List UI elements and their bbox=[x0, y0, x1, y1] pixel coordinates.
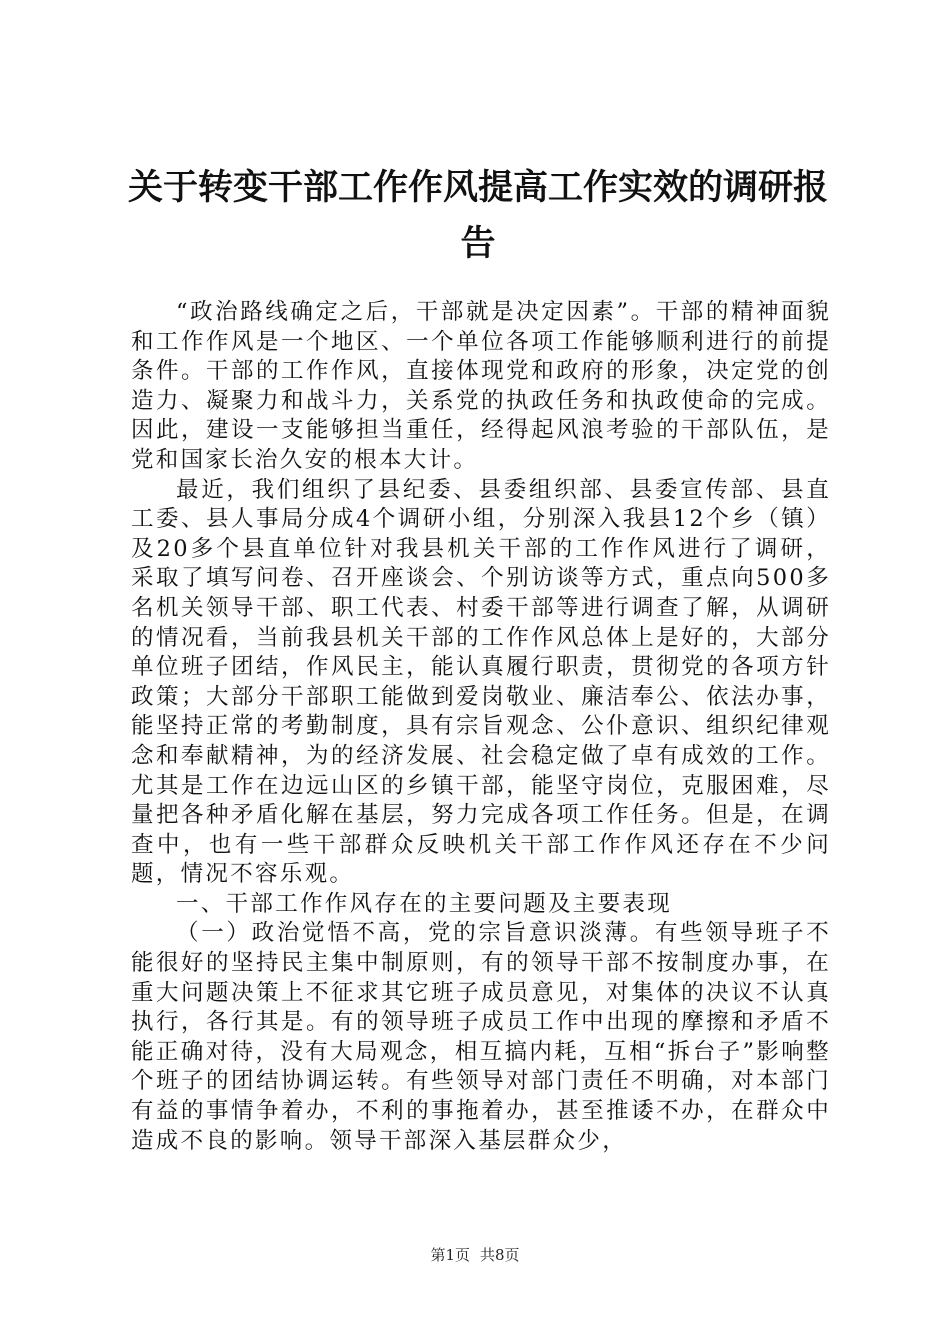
document-body bbox=[131, 298, 831, 1156]
paragraph-survey: 最近，我们组织了县纪委、县委组织部、县委宣传部、县直工委、县人事局分成4个调研小组，分别深入我县12个乡（镇）及20多个县直单位针对我县机关干部的工作作风进行了调研，采取了填写问卷、召开座谈会、个别访谈等方式，重点向500多名机关领导干部、职工代表、村委干部等进行调查了解，从调研的情况看，当前我县机关干部的工作作风总体上是好的，大部分单位班子团结，作风民主，能认真履行职责，贯彻党的各项方针政策；大部分干部职工能做到爱岗敬业、廉洁奉公、依法办事，能坚持正常的考勤制度，具有宗旨观念、公仆意识、组织纪律观念和奉献精神，为的经济发展、社会稳定做了卓有成效的工作。尤其是工作在边远山区的乡镇干部，能坚守岗位，克服困难，尽量把各种矛盾化解在基层，努力完成各项工作任务。但是，在调查中，也有一些干部群众反映机关干部工作作风还存在不少问题，情况不容乐观。 bbox=[131, 476, 831, 888]
page-footer bbox=[0, 1245, 950, 1265]
paragraph-subsection-one: （一）政治觉悟不高，党的宗旨意识淡薄。有些领导班子不能很好的坚持民主集中制原则，有的领导干部不按制度办事，在重大问题决策上不征求其它班子成员意见，对集体的决议不认真执行，各行其是。有的领导班子成员工作中出现的摩擦和矛盾不能正确对待，没有大局观念，相互搞内耗，互相“拆台子”影响整个班子的团结协调运转。有些领导对部门责任不明确，对本部门有益的事情争着办，不利的事拖着办，甚至推诿不办，在群众中造成不良的影响。领导干部深入基层群众少， bbox=[131, 920, 831, 1154]
page-total: 共8页 bbox=[480, 1246, 520, 1264]
document-title: 关于转变干部工作作风提高工作实效的调研报告 bbox=[127, 168, 828, 264]
page-number: 第1页 bbox=[430, 1246, 470, 1264]
paragraph-intro: “政治路线确定之后，干部就是决定因素”。干部的精神面貌和工作作风是一个地区、一个单位各项工作能够顺利进行的前提条件。干部的工作作风，直接体现党和政府的形象，决定党的创造力、凝聚力和战斗力，关系党的执政任务和执政使命的完成。因此，建设一支能够担当重任，经得起风浪考验的干部队伍，是党和国家长治久安的根本大计。 bbox=[131, 299, 831, 473]
section-heading: 一、干部工作作风存在的主要问题及主要表现 bbox=[176, 890, 673, 917]
